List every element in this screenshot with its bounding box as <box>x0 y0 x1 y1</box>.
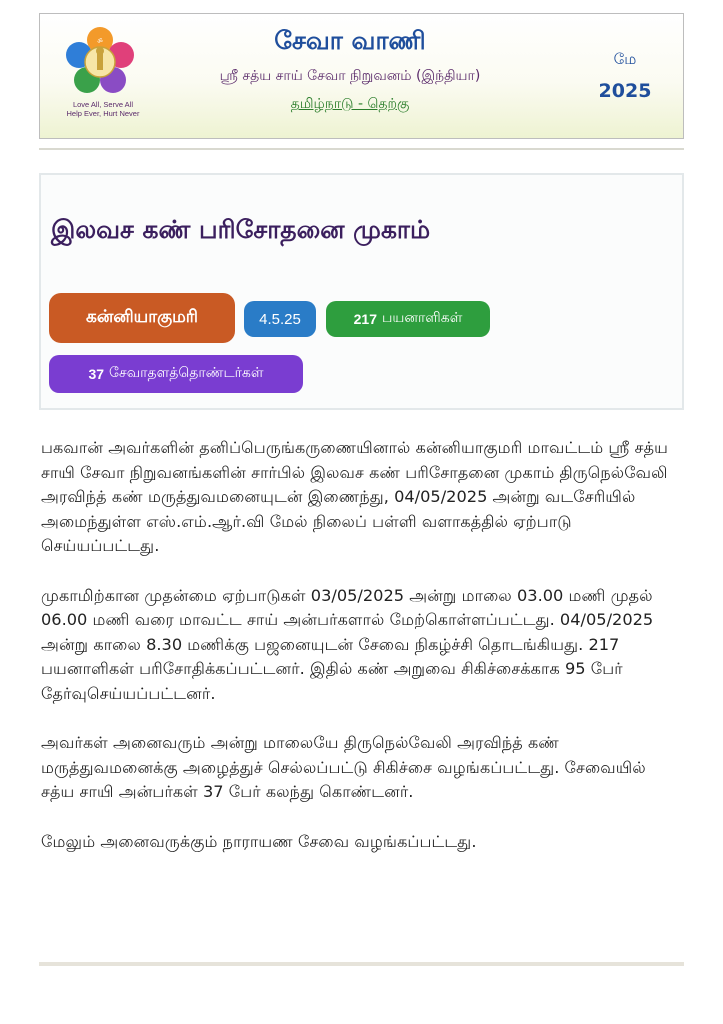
newsletter-title: சேவா வாணி <box>274 26 426 55</box>
issue-month: மே <box>613 50 637 68</box>
organization-name: ஸ்ரீ சத்ய சாய் சேவா நிறுவனம் (இந்தியா) <box>219 68 481 84</box>
event-summary-card <box>39 173 684 410</box>
issue-year: 2025 <box>598 80 652 102</box>
svg-text:ॐ: ॐ <box>97 38 103 45</box>
date-badge: 4.5.25 <box>244 301 316 337</box>
volunteers-badge <box>49 355 303 393</box>
article-paragraph-2: முகாமிற்கான முதன்மை ஏற்பாடுகள் 03/05/2025 அன்று மாலை 03.00 மணி முதல் 06.00 மணி வரை மாவட்ட சாய் அன்பர்களால் மேற்கொள்ளப்பட்டது. 04/05/2025 அன்று காலை 8.30 மணிக்கு பஜனையுடன் சேவை நிகழ்ச்சி தொடங்கியது. 217 பயனாளிகள் பரிசோதிக்கப்பட்டனர். இதில் கண் அறுவை சிகிச்சைக்காக 95 பேர் தேர்வுசெய்யப்பட்டனர். <box>41 585 654 703</box>
volunteers-count: 37 <box>88 366 105 382</box>
region-link[interactable]: தமிழ்நாடு - தெற்கு <box>290 96 410 112</box>
footer-divider <box>39 962 684 966</box>
header-divider <box>39 148 684 150</box>
logo-tagline-line-2: Help Ever, Hurt Never <box>66 109 140 118</box>
beneficiaries-label: பயனாளிகள் <box>381 310 463 326</box>
article-paragraph-4: மேலும் அனைவருக்கும் நாராயண சேவை வழங்கப்பட்டது. <box>41 831 477 851</box>
district-badge: கன்னியாகுமரி <box>49 293 235 343</box>
article-paragraph-3: அவர்கள் அனைவரும் அன்று மாலையே திருநெல்வேலி அரவிந்த் கண் மருத்துவமனைக்கு அழைத்துச் செல்லப்பட்டு சிகிச்சை வழங்கப்பட்டது. சேவையில் சத்ய சாயி அன்பர்கள் 37 பேர் கலந்து கொண்டனர். <box>41 733 646 802</box>
volunteers-label: சேவாதளத்தொண்டர்கள் <box>109 365 264 381</box>
beneficiaries-count: 217 <box>353 311 377 327</box>
beneficiaries-badge <box>326 301 490 337</box>
sai-lotus-logo-icon <box>62 24 138 100</box>
newsletter-header <box>39 13 684 139</box>
article-paragraph-1: பகவான் அவர்களின் தனிப்பெருங்கருணையினால் கன்னியாகுமரி மாவட்டம் ஸ்ரீ சத்ய சாயி சேவா நிறுவனங்களின் சார்பில் இலவச கண் பரிசோதனை முகாம் திருநெல்வேலி அரவிந்த் கண் மருத்துவமனையுடன் இணைந்து, 04/05/2025 அன்று வடசேரியில் அமைந்துள்ள எஸ்.எம்.ஆர்.வி மேல் நிலைப் பள்ளி வளாகத்தில் ஏற்பாடு செய்யப்பட்டது. <box>41 438 668 556</box>
logo-tagline-line-1: Love All, Serve All <box>72 100 134 109</box>
article-body <box>41 436 681 879</box>
event-title: இலவச கண் பரிசோதனை முகாம் <box>51 215 431 244</box>
logo-tagline <box>48 100 158 118</box>
